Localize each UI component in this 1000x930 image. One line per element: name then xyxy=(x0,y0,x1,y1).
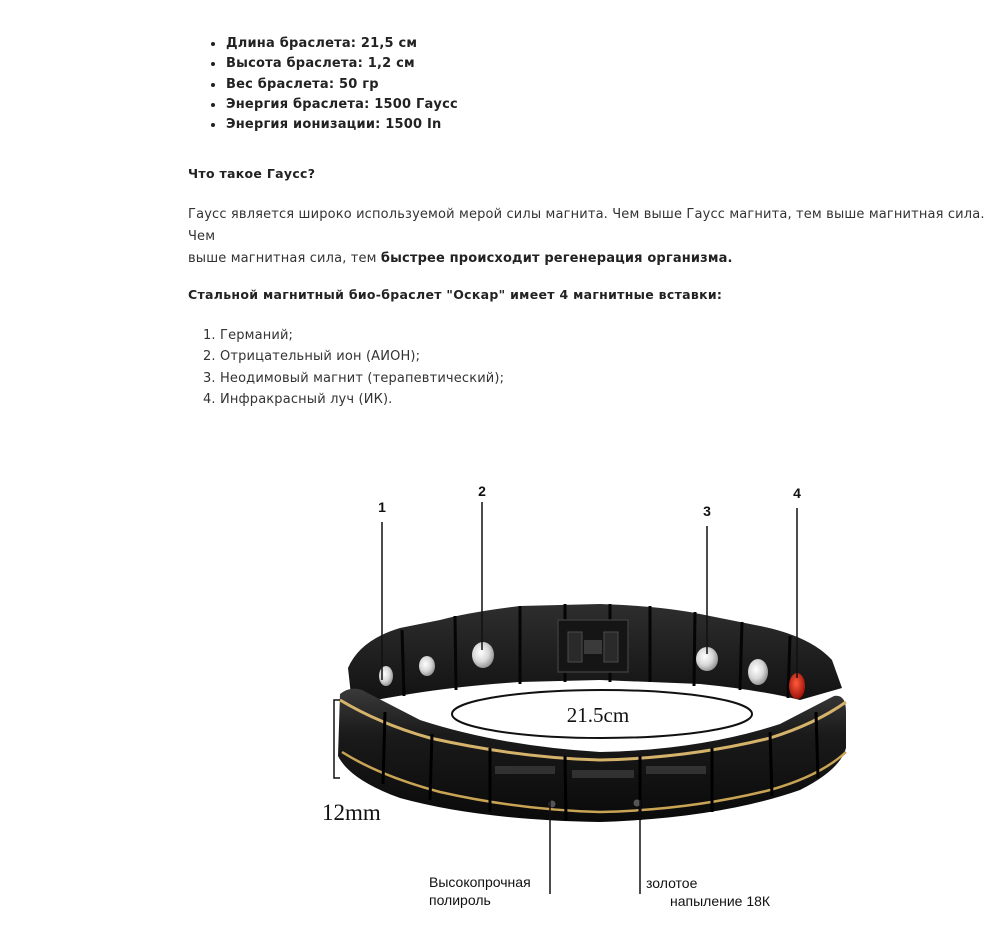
gauss-paragraph-line2: выше магнитная сила, тем xyxy=(188,251,381,266)
height-label: 12mm xyxy=(322,800,381,825)
marker-1: 1 xyxy=(378,499,386,515)
gold-label-line2: напыление 18К xyxy=(670,893,771,909)
bracelet-specs-list xyxy=(207,34,458,135)
insert-neodymium-2 xyxy=(748,659,768,685)
bracelet-back-links xyxy=(348,604,842,704)
length-label: 21.5cm xyxy=(566,703,630,727)
inserts-heading: Стальной магнитный био-браслет "Оскар" имеет 4 магнитные вставки: xyxy=(188,287,723,302)
spec-item: • Длина браслета: 21,5 см xyxy=(225,34,458,54)
spec-item: • Вес браслета: 50 гр xyxy=(225,75,458,95)
polish-label-line2: полироль xyxy=(429,892,491,908)
marker-4: 4 xyxy=(793,485,801,501)
insert-item: 2. Отрицательный ион (АИОН); xyxy=(220,346,504,367)
spec-item: • Энергия ионизации: 1500 In xyxy=(225,115,458,135)
gold-label-line1: золотое xyxy=(646,875,698,891)
insert-germanium-1 xyxy=(379,666,393,686)
inserts-list xyxy=(188,325,504,411)
marker-2: 2 xyxy=(478,483,486,499)
insert-item: 3. Неодимовый магнит (терапевтический); xyxy=(220,368,504,389)
gauss-paragraph-line1: Гаусс является широко используемой мерой силы магнита. Чем выше Гаусс магнита, тем выше магнитная сила. Чем xyxy=(188,207,985,244)
bracelet-figure xyxy=(0,430,1000,930)
insert-item: 1. Германий; xyxy=(220,325,504,346)
marker-3: 3 xyxy=(703,503,711,519)
polish-label-line1: Высокопрочная xyxy=(429,874,531,890)
gauss-paragraph xyxy=(188,204,988,270)
insert-germanium-2 xyxy=(419,656,435,676)
insert-item: 4. Инфракрасный луч (ИК). xyxy=(220,389,504,410)
spec-item: • Высота браслета: 1,2 см xyxy=(225,54,458,74)
insert-negative-ion xyxy=(472,642,494,668)
spec-item: • Энергия браслета: 1500 Гаусс xyxy=(225,95,458,115)
gauss-heading: Что такое Гаусс? xyxy=(188,166,316,181)
gauss-paragraph-emphasis: быстрее происходит регенерация организма. xyxy=(380,251,733,266)
